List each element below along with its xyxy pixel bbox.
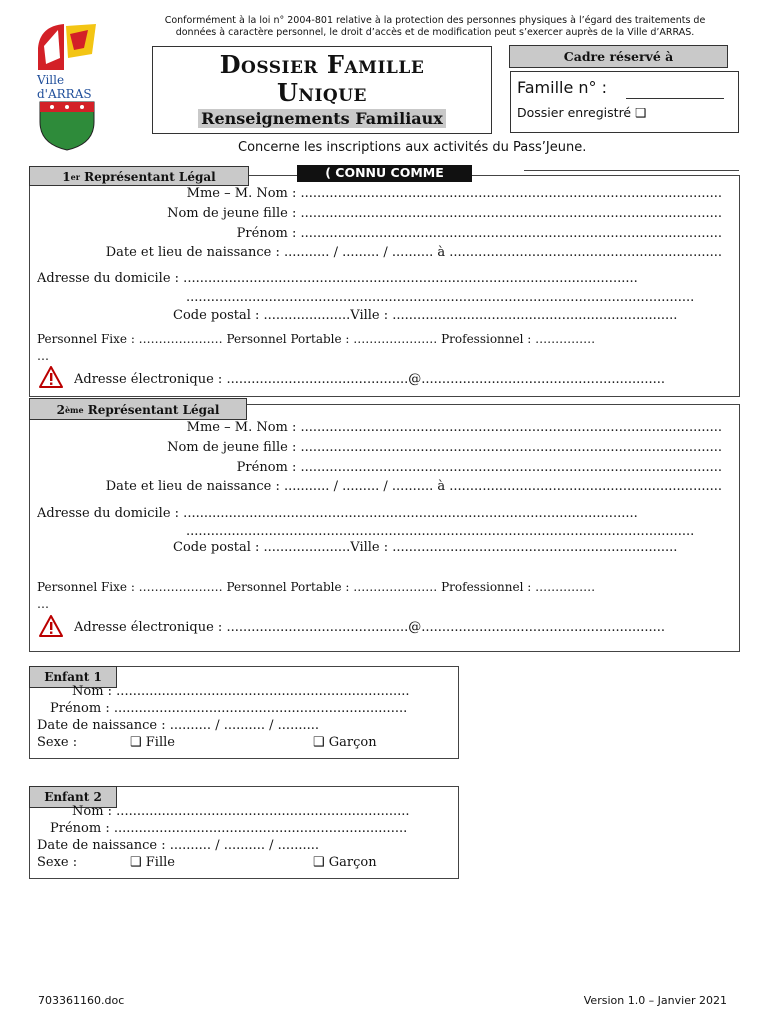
enfant1-naissance-field[interactable]: Date de naissance : .......... / .......... / .......... bbox=[37, 718, 319, 733]
rep1-header bbox=[29, 166, 249, 186]
enfant1-sexe-label: Sexe : bbox=[37, 735, 78, 750]
enfant1-garcon-checkbox[interactable]: ❑ Garçon bbox=[313, 735, 377, 750]
rep2-telephones-continued: … bbox=[37, 597, 49, 611]
privacy-notice-line-2: données à caractère personnel, le droit d’accès et de modification peut s’exercer auprès de la Ville d’ARRAS. bbox=[175, 27, 695, 38]
logo-ville-text: Ville bbox=[37, 73, 65, 87]
enfant2-sexe-label: Sexe : bbox=[37, 855, 78, 870]
dossier-enregistre-checkbox[interactable]: Dossier enregistré ❑ bbox=[517, 105, 647, 120]
title-box bbox=[152, 46, 492, 134]
rep2-header-suffix: Représentant Légal bbox=[83, 403, 220, 417]
famille-number-field[interactable] bbox=[626, 98, 724, 99]
enfant1-header: Enfant 1 bbox=[29, 666, 117, 688]
privacy-notice bbox=[130, 15, 740, 39]
arras-logo bbox=[34, 18, 100, 152]
rep1-email-field[interactable]: Adresse électronique : ............................................@........................................................... bbox=[74, 372, 666, 387]
rep2-code-postal-field[interactable]: Code postal : .....................Ville : ..................................................................... bbox=[173, 540, 678, 555]
rep1-telephones[interactable]: Personnel Fixe : ………………… Personnel Portable : ………………… Professionnel : …………… bbox=[37, 332, 596, 346]
rep1-header-prefix: 1 bbox=[62, 170, 71, 184]
rep1-header-suffix: Représentant Légal bbox=[79, 170, 216, 184]
rep2-telephones[interactable]: Personnel Fixe : ………………… Personnel Portable : ………………… Professionnel : …………… bbox=[37, 580, 596, 594]
rep1-nom-field[interactable]: Mme – M. Nom : ...................................................................................................... bbox=[186, 186, 722, 201]
enfant2-header: Enfant 2 bbox=[29, 786, 117, 808]
rep2-header bbox=[29, 398, 247, 420]
famille-number-label: Famille n° : bbox=[517, 78, 608, 97]
rep1-jeune-fille-field[interactable]: Nom de jeune fille : ...................................................................................................... bbox=[167, 206, 722, 221]
rep2-header-prefix: 2 bbox=[56, 403, 65, 417]
rep1-header-sup: er bbox=[70, 172, 80, 182]
rep2-email-field[interactable]: Adresse électronique : ............................................@........................................................... bbox=[74, 620, 666, 635]
rep2-adresse-field[interactable]: Adresse du domicile : .............................................................................................................. bbox=[37, 506, 638, 521]
rep1-naissance-field[interactable]: Date et lieu de naissance : ........... / ......... / .......... à .................................................................. bbox=[105, 245, 722, 260]
rep2-nom-field[interactable]: Mme – M. Nom : ...................................................................................................... bbox=[186, 420, 722, 435]
divider bbox=[524, 170, 739, 171]
enfant2-naissance-field[interactable]: Date de naissance : .......... / .......... / .......... bbox=[37, 838, 319, 853]
enfant2-fille-checkbox[interactable]: ❑ Fille bbox=[130, 855, 175, 870]
rep1-adresse-field[interactable]: Adresse du domicile : .............................................................................................................. bbox=[37, 271, 638, 286]
warning-icon bbox=[39, 366, 63, 388]
enfant1-prenom-field[interactable]: Prénom : ....................................................................... bbox=[50, 701, 408, 716]
reserved-box-header: Cadre réservé à bbox=[509, 45, 728, 68]
page-title-line-1: Dossier Famille bbox=[219, 50, 425, 79]
rep2-adresse-line-2[interactable]: ........................................................................................................................... bbox=[186, 524, 695, 539]
scope-notice: Concerne les inscriptions aux activités du Pass’Jeune. bbox=[238, 140, 587, 155]
footer-version: Version 1.0 – Janvier 2021 bbox=[583, 994, 727, 1007]
enfant1-nom-field[interactable]: Nom : ....................................................................... bbox=[72, 684, 410, 699]
rep2-jeune-fille-field[interactable]: Nom de jeune fille : ...................................................................................................... bbox=[167, 440, 722, 455]
enfant1-fille-checkbox[interactable]: ❑ Fille bbox=[130, 735, 175, 750]
rep2-prenom-field[interactable]: Prénom : ...................................................................................................... bbox=[236, 460, 722, 475]
warning-icon bbox=[39, 615, 63, 637]
enfant2-prenom-field[interactable]: Prénom : ....................................................................... bbox=[50, 821, 408, 836]
rep1-telephones-continued: … bbox=[37, 349, 49, 363]
logo-arras-text: d'ARRAS bbox=[37, 87, 92, 101]
page-title-line-2: Unique bbox=[276, 78, 367, 107]
enfant2-nom-field[interactable]: Nom : ....................................................................... bbox=[72, 804, 410, 819]
rep1-prenom-field[interactable]: Prénom : ...................................................................................................... bbox=[236, 226, 722, 241]
connu-comme-badge: ( CONNU COMME bbox=[297, 165, 472, 182]
rep1-code-postal-field[interactable]: Code postal : .....................Ville : ..................................................................... bbox=[173, 308, 678, 323]
footer-filename: 703361160.doc bbox=[38, 994, 125, 1007]
rep1-adresse-line-2[interactable]: ........................................................................................................................... bbox=[186, 290, 695, 305]
rep2-header-sup: ème bbox=[64, 405, 84, 415]
page-subtitle: Renseignements Familiaux bbox=[198, 109, 446, 128]
enfant2-garcon-checkbox[interactable]: ❑ Garçon bbox=[313, 855, 377, 870]
rep2-naissance-field[interactable]: Date et lieu de naissance : ........... / ......... / .......... à .................................................................. bbox=[105, 479, 722, 494]
privacy-notice-line-1: Conformément à la loi n° 2004-801 relative à la protection des personnes physiques à l’égard des traitements de bbox=[164, 15, 706, 26]
